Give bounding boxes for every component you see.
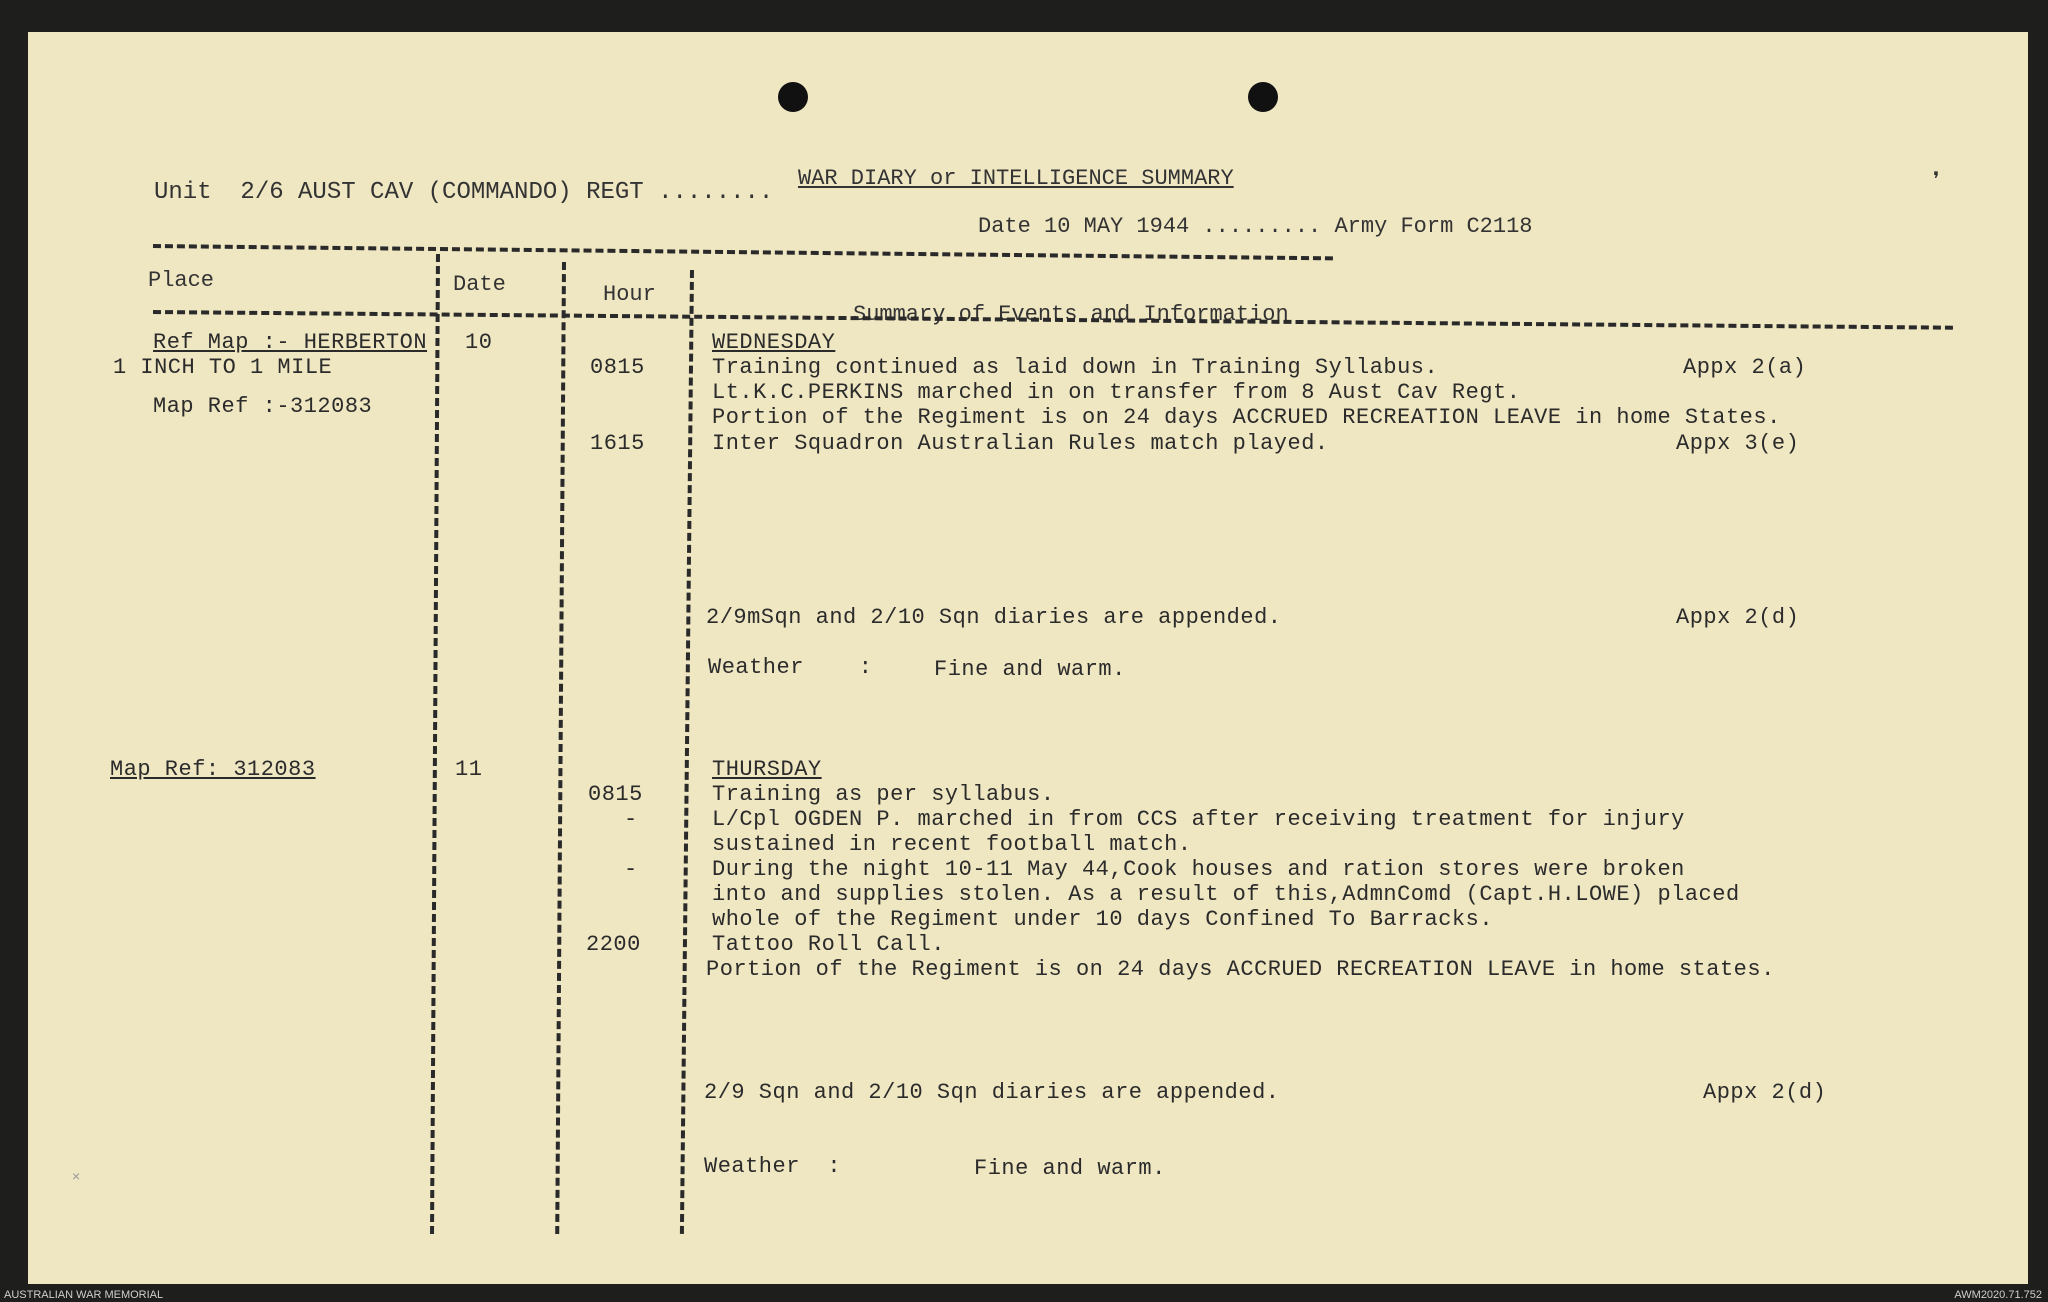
col-rule-1 xyxy=(430,254,440,1234)
weather-label: Weather : xyxy=(708,655,873,680)
entry-day: THURSDAY xyxy=(712,757,822,782)
weather-value: Fine and warm. xyxy=(934,657,1126,682)
diary-title: WAR DIARY or INTELLIGENCE SUMMARY xyxy=(798,166,1234,191)
entry-line: 2/9mSqn and 2/10 Sqn diaries are appended. xyxy=(706,605,1282,630)
pencil-mark: × xyxy=(72,1168,81,1184)
entry-line: Training as per syllabus. xyxy=(712,782,1055,807)
entry-hour: - xyxy=(624,857,638,882)
entry-line: Portion of the Regiment is on 24 days ACCRUED RECREATION LEAVE in home states. xyxy=(706,957,1775,982)
entry-line: sustained in recent football match. xyxy=(712,832,1192,857)
footer-credit: AUSTRALIAN WAR MEMORIAL xyxy=(4,1289,164,1301)
entry-appendix: Appx 2(d) xyxy=(1676,605,1800,630)
entry-day: WEDNESDAY xyxy=(712,330,836,355)
entry-line: Training continued as laid down in Training Syllabus. xyxy=(712,355,1439,380)
entry-hour: 0815 xyxy=(588,782,643,807)
entry-line: Portion of the Regiment is on 24 days ACCRUED RECREATION LEAVE in home States. xyxy=(712,405,1781,430)
entry-appendix: Appx 2(a) xyxy=(1683,355,1807,380)
entry-line: Lt.K.C.PERKINS marched in on transfer from 8 Aust Cav Regt. xyxy=(712,380,1521,405)
entry-place: 1 INCH TO 1 MILE xyxy=(113,355,333,380)
footer-accession: AWM2020.71.752 xyxy=(1954,1289,2042,1301)
diary-page xyxy=(28,32,2028,1284)
table-top-rule xyxy=(153,244,1333,260)
entry-appendix: Appx 2(d) xyxy=(1703,1080,1827,1105)
entry-place: Ref Map :- HERBERTON xyxy=(153,330,428,355)
entry-line: into and supplies stolen. As a result of this,AdmnComd (Capt.H.LOWE) placed xyxy=(712,882,1740,907)
col-rule-3 xyxy=(680,270,694,1234)
punch-hole-right xyxy=(1248,82,1278,112)
entry-line: Tattoo Roll Call. xyxy=(712,932,945,957)
entry-date: 11 xyxy=(455,757,483,782)
entry-appendix: Appx 3(e) xyxy=(1676,431,1800,456)
entry-line: whole of the Regiment under 10 days Confined To Barracks. xyxy=(712,907,1494,932)
weather-label: Weather : xyxy=(704,1154,842,1179)
col-header-date: Date xyxy=(453,272,506,297)
entry-place: Map Ref :-312083 xyxy=(153,394,373,419)
punch-hole-left xyxy=(778,82,808,112)
form-date-line: Date 10 MAY 1944 ......... Army Form C2118 xyxy=(978,214,1533,239)
entry-line: 2/9 Sqn and 2/10 Sqn diaries are appended. xyxy=(704,1080,1280,1105)
weather-value: Fine and warm. xyxy=(974,1156,1166,1181)
col-header-hour: Hour xyxy=(603,282,656,307)
col-header-summary: Summary of Events and Information xyxy=(853,302,1289,327)
entry-hour: - xyxy=(624,807,638,832)
col-rule-2 xyxy=(555,262,566,1234)
ink-mark: ❜ xyxy=(1933,169,1940,191)
unit-line: Unit 2/6 AUST CAV (COMMANDO) REGT ........ xyxy=(154,179,774,206)
entry-line: During the night 10-11 May 44,Cook houses and ration stores were broken xyxy=(712,857,1685,882)
entry-hour: 1615 xyxy=(590,431,645,456)
entry-place: Map Ref: 312083 xyxy=(110,757,316,782)
col-header-place: Place xyxy=(148,268,215,293)
entry-date: 10 xyxy=(465,330,493,355)
entry-hour: 2200 xyxy=(586,932,641,957)
entry-line: Inter Squadron Australian Rules match played. xyxy=(712,431,1329,456)
entry-line: L/Cpl OGDEN P. marched in from CCS after receiving treatment for injury xyxy=(712,807,1685,832)
entry-hour: 0815 xyxy=(590,355,645,380)
